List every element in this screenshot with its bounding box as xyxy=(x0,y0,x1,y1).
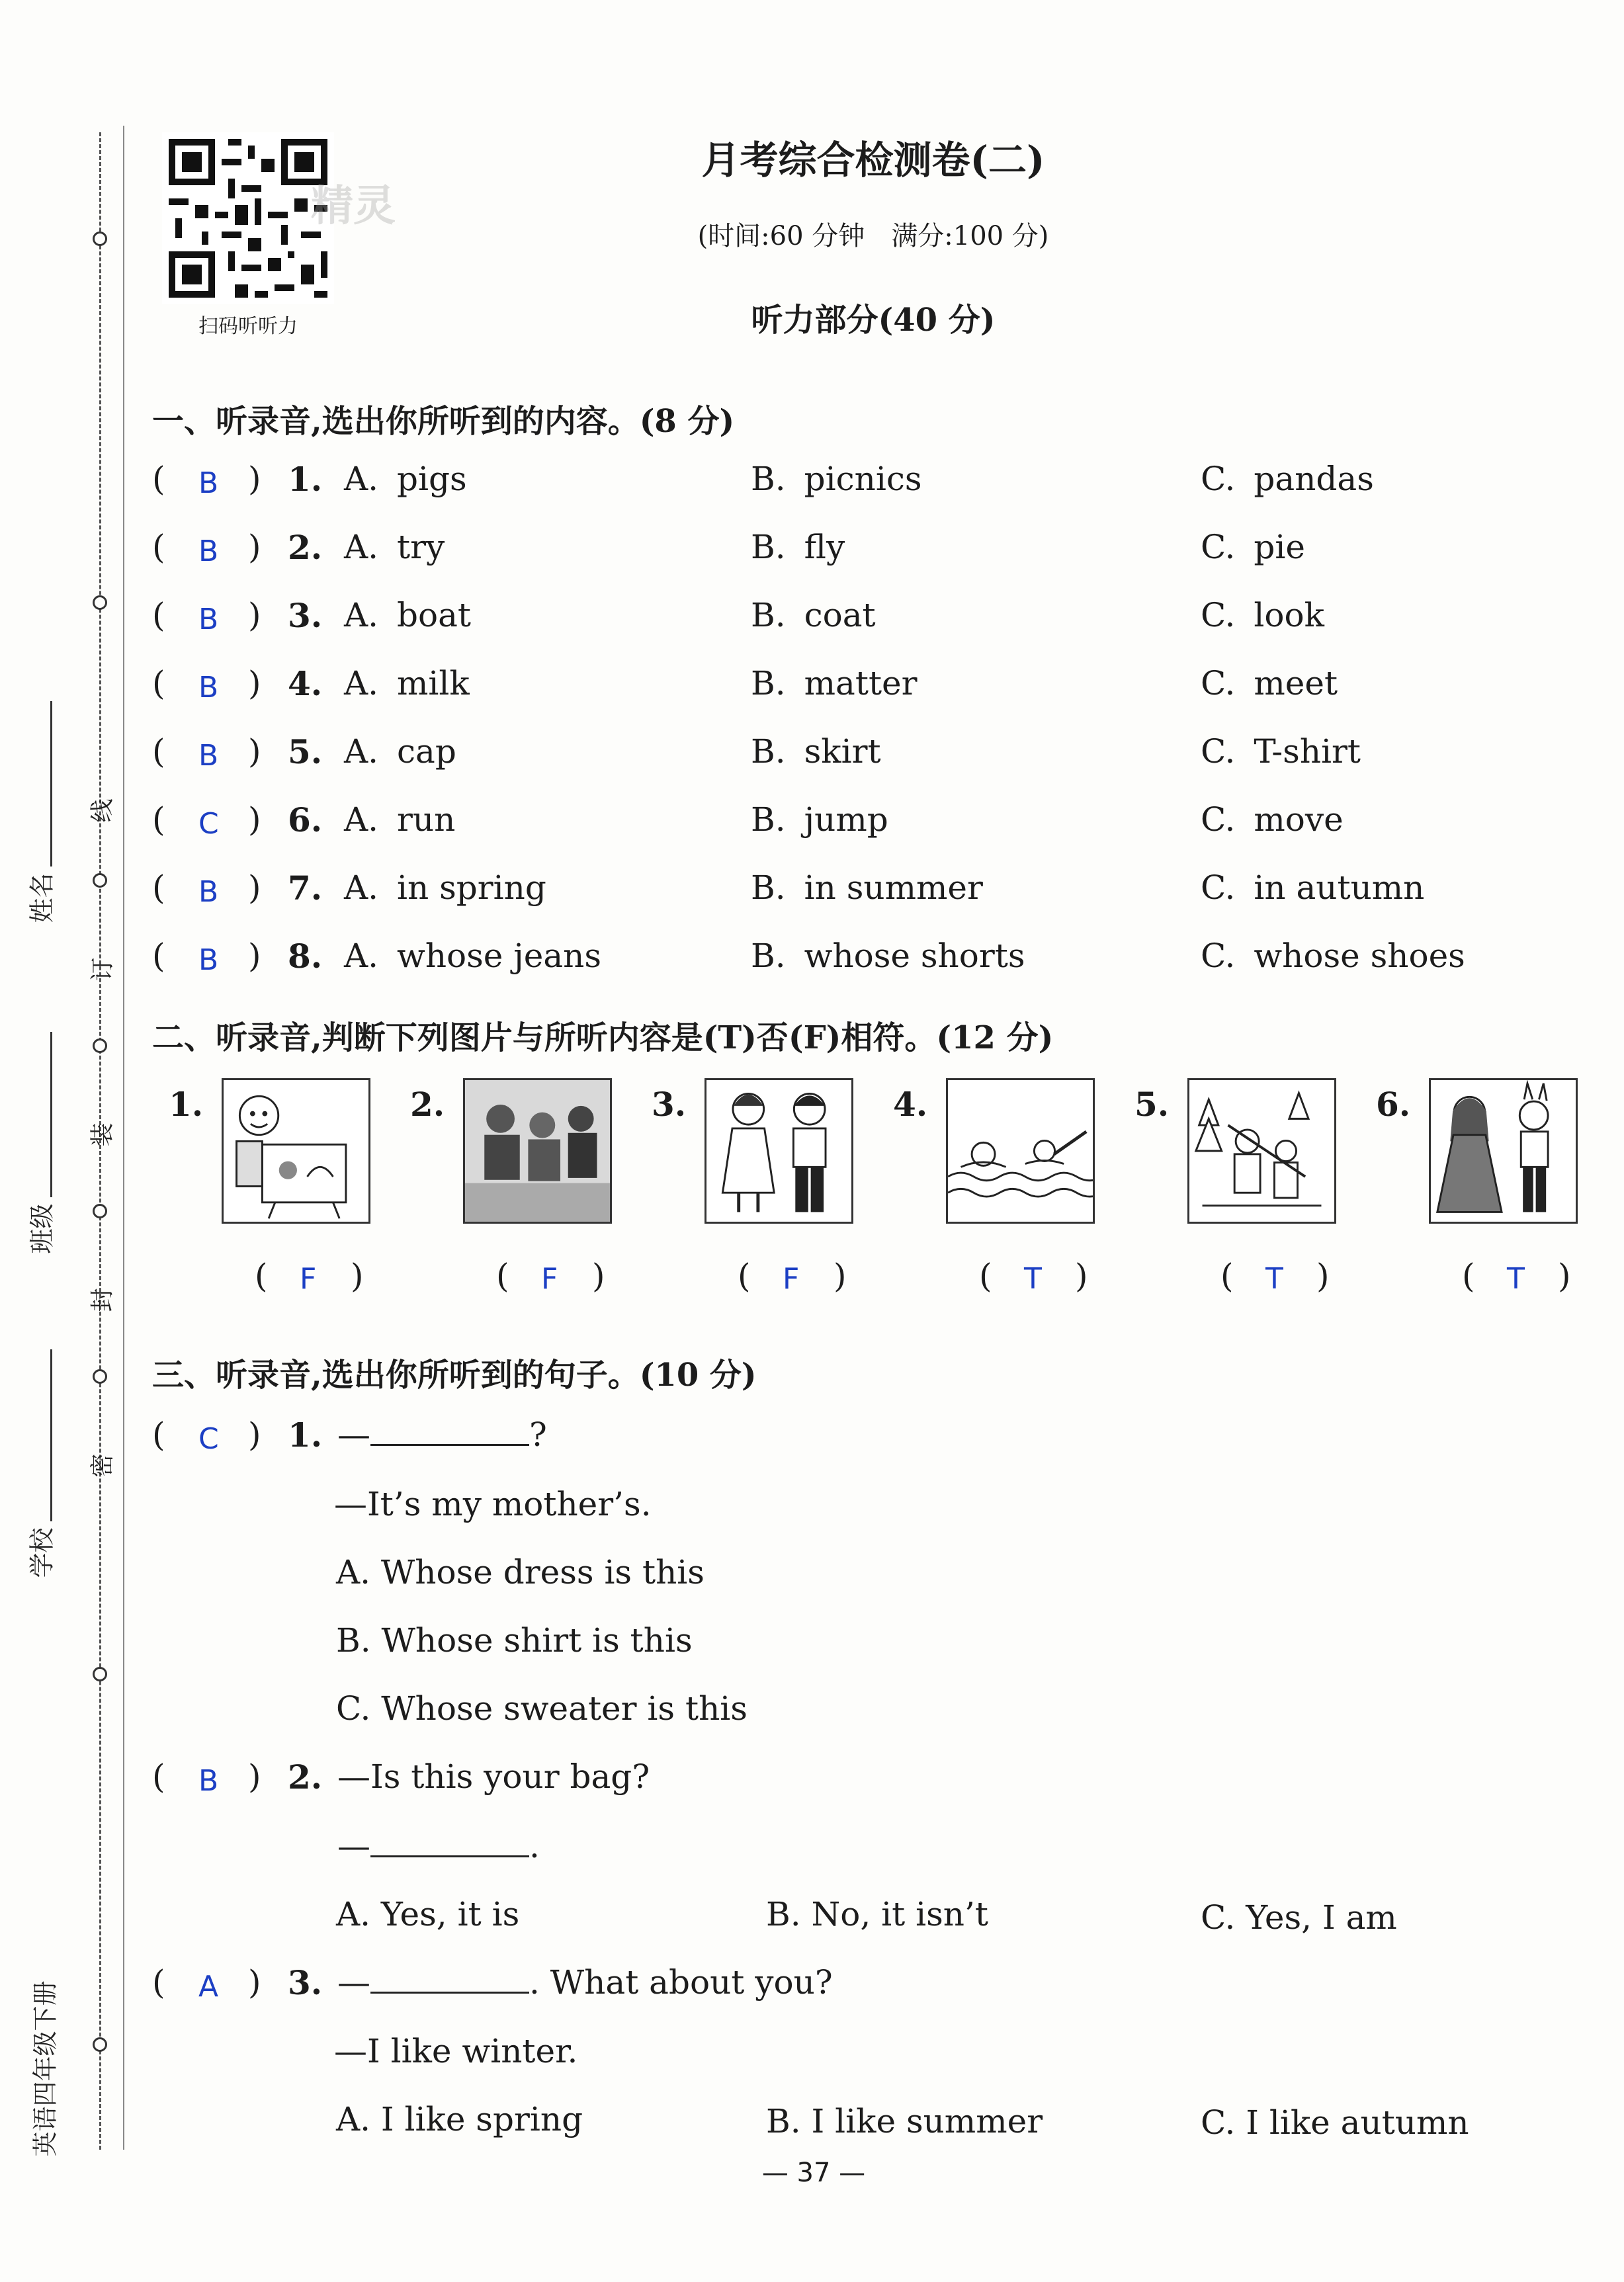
option-a xyxy=(344,937,601,975)
option-a xyxy=(344,800,455,839)
option-letter: C. xyxy=(1201,732,1236,771)
winter-snow-picture xyxy=(1187,1078,1336,1224)
answer-blank xyxy=(370,1965,529,1994)
exam-subtitle: (时间:60 分钟 满分:100 分) xyxy=(697,221,1049,251)
q2-prompt xyxy=(337,1827,540,1865)
question-number: 2. xyxy=(410,1085,445,1124)
option-c xyxy=(1201,528,1305,566)
seal-char-xian: 线 xyxy=(89,798,116,823)
answer-slot: ( T ) xyxy=(1220,1257,1330,1296)
answer-mark[interactable]: B xyxy=(198,739,219,773)
part2-item xyxy=(652,1072,876,1310)
school-label: 学校 xyxy=(27,1527,57,1578)
two-kids-clothes-picture xyxy=(705,1078,853,1224)
answer-slot: ( F ) xyxy=(496,1257,605,1296)
option-letter: A. xyxy=(344,800,379,839)
q1-option-c: C. Whose sweater is this xyxy=(336,1689,748,1728)
period: . xyxy=(529,1827,540,1865)
answer-mark[interactable]: B xyxy=(198,875,219,909)
option-text: fly xyxy=(804,528,845,566)
question-number: 4. xyxy=(893,1085,928,1124)
seal-circle xyxy=(93,2037,107,2052)
question-number: 1. xyxy=(288,460,323,499)
option-letter: B. xyxy=(751,596,786,634)
answer-mark[interactable]: C xyxy=(198,1422,219,1456)
q2-option-b: B. No, it isn’t xyxy=(766,1895,988,1933)
option-text: whose shorts xyxy=(804,937,1025,975)
q3-prompt xyxy=(337,1963,833,2002)
option-letter: C. xyxy=(1201,664,1236,702)
question-number: 2. xyxy=(288,1757,323,1796)
option-c xyxy=(1201,460,1374,498)
question-number: 5. xyxy=(288,732,323,771)
option-text: coat xyxy=(804,596,876,634)
option-a xyxy=(344,868,546,907)
answer-mark[interactable]: F xyxy=(783,1262,800,1296)
answer-slot: ( T ) xyxy=(1462,1257,1571,1296)
answer-blank xyxy=(370,1417,529,1446)
answer-mark[interactable]: T xyxy=(1265,1262,1283,1296)
option-text: pandas xyxy=(1254,460,1374,498)
prompt-rest: . What about you? xyxy=(529,1963,833,2002)
q1-prompt xyxy=(337,1416,547,1454)
answer-mark[interactable]: T xyxy=(1507,1262,1525,1296)
option-letter: A. xyxy=(344,528,379,566)
q3-reply: —I like winter. xyxy=(334,2032,578,2070)
school-line xyxy=(50,1349,52,1521)
answer-mark[interactable]: B xyxy=(198,1764,219,1798)
option-b xyxy=(751,937,1025,975)
option-c xyxy=(1201,937,1465,975)
q1-option-a: A. Whose dress is this xyxy=(336,1553,705,1591)
part3-heading: 三、听录音,选出你所听到的句子。(10 分) xyxy=(152,1357,757,1394)
qr-caption: 扫码听听力 xyxy=(198,315,298,338)
answer-mark[interactable]: B xyxy=(198,603,219,636)
option-text: look xyxy=(1254,596,1324,634)
seal-circle xyxy=(93,1038,107,1053)
option-letter: B. xyxy=(751,732,786,771)
option-a xyxy=(344,460,467,498)
answer-slot: ( F ) xyxy=(255,1257,364,1296)
dash: — xyxy=(337,1827,370,1865)
option-c xyxy=(1201,732,1361,771)
question-number: 3. xyxy=(288,1963,323,2002)
q2-option-c: C. Yes, I am xyxy=(1201,1898,1397,1937)
binding-margin xyxy=(0,0,132,2282)
part3-question-1: ( C ) 1. xyxy=(152,1416,323,1456)
option-b xyxy=(751,800,888,839)
q3-option-b: B. I like summer xyxy=(766,2102,1043,2140)
part2-item xyxy=(1134,1072,1359,1310)
option-letter: B. xyxy=(751,800,786,839)
part2-item xyxy=(410,1072,635,1310)
option-a xyxy=(344,596,471,634)
part1-row: ( C ) 6. A. run B. jump C. move xyxy=(152,800,1344,841)
part1-row: ( B ) 1. A. pigs B. picnics C. pandas xyxy=(152,460,1374,500)
part2-item xyxy=(169,1072,394,1310)
question-mark: ? xyxy=(529,1416,547,1454)
option-letter: B. xyxy=(751,664,786,702)
seal-circle xyxy=(93,1204,107,1218)
option-text: boat xyxy=(397,596,472,634)
option-text: in autumn xyxy=(1254,868,1425,907)
question-number: 5. xyxy=(1134,1085,1170,1124)
question-number: 4. xyxy=(288,664,323,703)
option-letter: A. xyxy=(344,868,379,907)
dash: — xyxy=(337,1416,370,1454)
seal-char-mi: 密 xyxy=(89,1453,116,1478)
question-number: 3. xyxy=(652,1085,687,1124)
part1-row: ( B ) 3. A. boat B. coat C. look xyxy=(152,596,1324,636)
option-letter: C. xyxy=(1201,528,1236,566)
option-b xyxy=(751,868,983,907)
answer-mark[interactable]: B xyxy=(198,943,219,977)
option-text: pie xyxy=(1254,528,1305,566)
question-number: 1. xyxy=(169,1085,204,1124)
page-title: 月考综合检测卷(二) xyxy=(701,138,1045,183)
q1-reply: —It’s my mother’s. xyxy=(334,1485,652,1523)
watermark-logo: 精灵 xyxy=(311,182,396,231)
q3-option-c: C. I like autumn xyxy=(1201,2103,1469,2142)
option-c xyxy=(1201,664,1338,702)
option-text: cap xyxy=(397,732,456,771)
page-number: — 37 — xyxy=(761,2158,866,2188)
question-number: 3. xyxy=(288,596,323,635)
part2-item xyxy=(1376,1072,1601,1310)
seal-char-ding: 订 xyxy=(89,957,116,982)
option-b xyxy=(751,528,845,566)
option-text: in summer xyxy=(804,868,983,907)
artist-painting-picture xyxy=(222,1078,370,1224)
part1-row: ( B ) 7. A. in spring B. in summer C. in autumn xyxy=(152,868,1425,909)
part3-question-2: ( B ) 2. xyxy=(152,1757,323,1798)
option-text: milk xyxy=(397,664,470,702)
seal-char-feng: 封 xyxy=(89,1288,116,1312)
option-letter: C. xyxy=(1201,596,1236,634)
class-label: 班级 xyxy=(27,1203,57,1254)
option-text: whose shoes xyxy=(1254,937,1465,975)
option-c xyxy=(1201,868,1424,907)
option-letter: C. xyxy=(1201,800,1236,839)
answer-blank xyxy=(370,1828,529,1857)
option-letter: A. xyxy=(344,732,379,771)
part1-heading: 一、听录音,选出你所听到的内容。(8 分) xyxy=(152,403,735,440)
part3-question-3: ( A ) 3. xyxy=(152,1963,323,2004)
option-text: matter xyxy=(804,664,918,702)
answer-slot: ( T ) xyxy=(979,1257,1088,1296)
option-text: meet xyxy=(1254,664,1338,702)
question-number: 1. xyxy=(288,1416,323,1455)
option-b xyxy=(751,460,922,498)
name-line xyxy=(50,701,52,866)
option-letter: C. xyxy=(1201,937,1236,975)
answer-mark[interactable]: B xyxy=(198,671,219,704)
answer-mark[interactable]: A xyxy=(198,1970,219,2004)
group-photo-picture xyxy=(463,1078,612,1224)
class-line xyxy=(50,1032,52,1197)
option-a xyxy=(344,732,456,771)
book-label: 英语四年级下册 xyxy=(30,1980,60,2157)
option-text: T-shirt xyxy=(1254,732,1361,771)
seal-circle xyxy=(93,1369,107,1384)
option-b xyxy=(751,664,918,702)
option-text: try xyxy=(397,528,445,566)
answer-slot: ( F ) xyxy=(738,1257,847,1296)
part1-row: ( B ) 5. A. cap B. skirt C. T-shirt xyxy=(152,732,1361,773)
kids-swimming-picture xyxy=(946,1078,1095,1224)
option-text: pigs xyxy=(397,460,467,498)
seal-circle xyxy=(93,1667,107,1681)
seal-circle xyxy=(93,873,107,888)
dash: — xyxy=(337,1963,370,2002)
option-b xyxy=(751,732,881,771)
option-letter: B. xyxy=(751,460,786,498)
answer-mark[interactable]: C xyxy=(198,807,219,841)
option-letter: B. xyxy=(751,937,786,975)
name-label: 姓名 xyxy=(27,872,57,923)
answer-mark[interactable]: B xyxy=(198,466,219,500)
qr-code-icon[interactable] xyxy=(162,132,334,304)
question-number: 7. xyxy=(288,868,323,908)
part2-item xyxy=(893,1072,1118,1310)
answer-mark[interactable]: F xyxy=(541,1262,558,1296)
option-text: picnics xyxy=(804,460,922,498)
question-number: 6. xyxy=(1376,1085,1411,1124)
part1-row: ( B ) 4. A. milk B. matter C. meet xyxy=(152,664,1338,704)
option-text: whose jeans xyxy=(397,937,602,975)
question-number: 8. xyxy=(288,937,323,976)
option-a xyxy=(344,528,445,566)
option-letter: C. xyxy=(1201,868,1236,907)
seal-char-zhuang: 装 xyxy=(89,1122,116,1147)
margin-border xyxy=(123,126,124,2150)
option-letter: A. xyxy=(344,664,379,702)
two-girls-dressed-picture xyxy=(1429,1078,1578,1224)
seal-circle xyxy=(93,595,107,610)
part1-row: ( B ) 8. A. whose jeans B. whose shorts C. whose shoes xyxy=(152,937,1465,977)
option-text: skirt xyxy=(804,732,881,771)
answer-mark[interactable]: T xyxy=(1024,1262,1042,1296)
option-letter: A. xyxy=(344,596,379,634)
part1-row: ( B ) 2. A. try B. fly C. pie xyxy=(152,528,1305,568)
answer-mark[interactable]: F xyxy=(300,1262,317,1296)
q2-question: —Is this your bag? xyxy=(337,1757,650,1796)
q2-option-a: A. Yes, it is xyxy=(336,1895,520,1933)
option-letter: B. xyxy=(751,868,786,907)
option-c xyxy=(1201,800,1344,839)
seal-circle xyxy=(93,232,107,246)
option-text: run xyxy=(397,800,456,839)
option-text: in spring xyxy=(397,868,546,907)
option-b xyxy=(751,596,876,634)
q3-option-a: A. I like spring xyxy=(336,2100,583,2138)
answer-mark[interactable]: B xyxy=(198,534,219,568)
question-number: 6. xyxy=(288,800,323,839)
option-letter: A. xyxy=(344,937,379,975)
option-letter: A. xyxy=(344,460,379,498)
option-letter: C. xyxy=(1201,460,1236,498)
option-text: jump xyxy=(804,800,888,839)
option-text: move xyxy=(1254,800,1344,839)
option-c xyxy=(1201,596,1324,634)
q1-option-b: B. Whose shirt is this xyxy=(336,1621,693,1660)
question-number: 2. xyxy=(288,528,323,567)
listening-section-title: 听力部分(40 分) xyxy=(751,302,996,339)
part2-heading: 二、听录音,判断下列图片与所听内容是(T)否(F)相符。(12 分) xyxy=(152,1019,1054,1056)
option-letter: B. xyxy=(751,528,786,566)
option-a xyxy=(344,664,470,702)
